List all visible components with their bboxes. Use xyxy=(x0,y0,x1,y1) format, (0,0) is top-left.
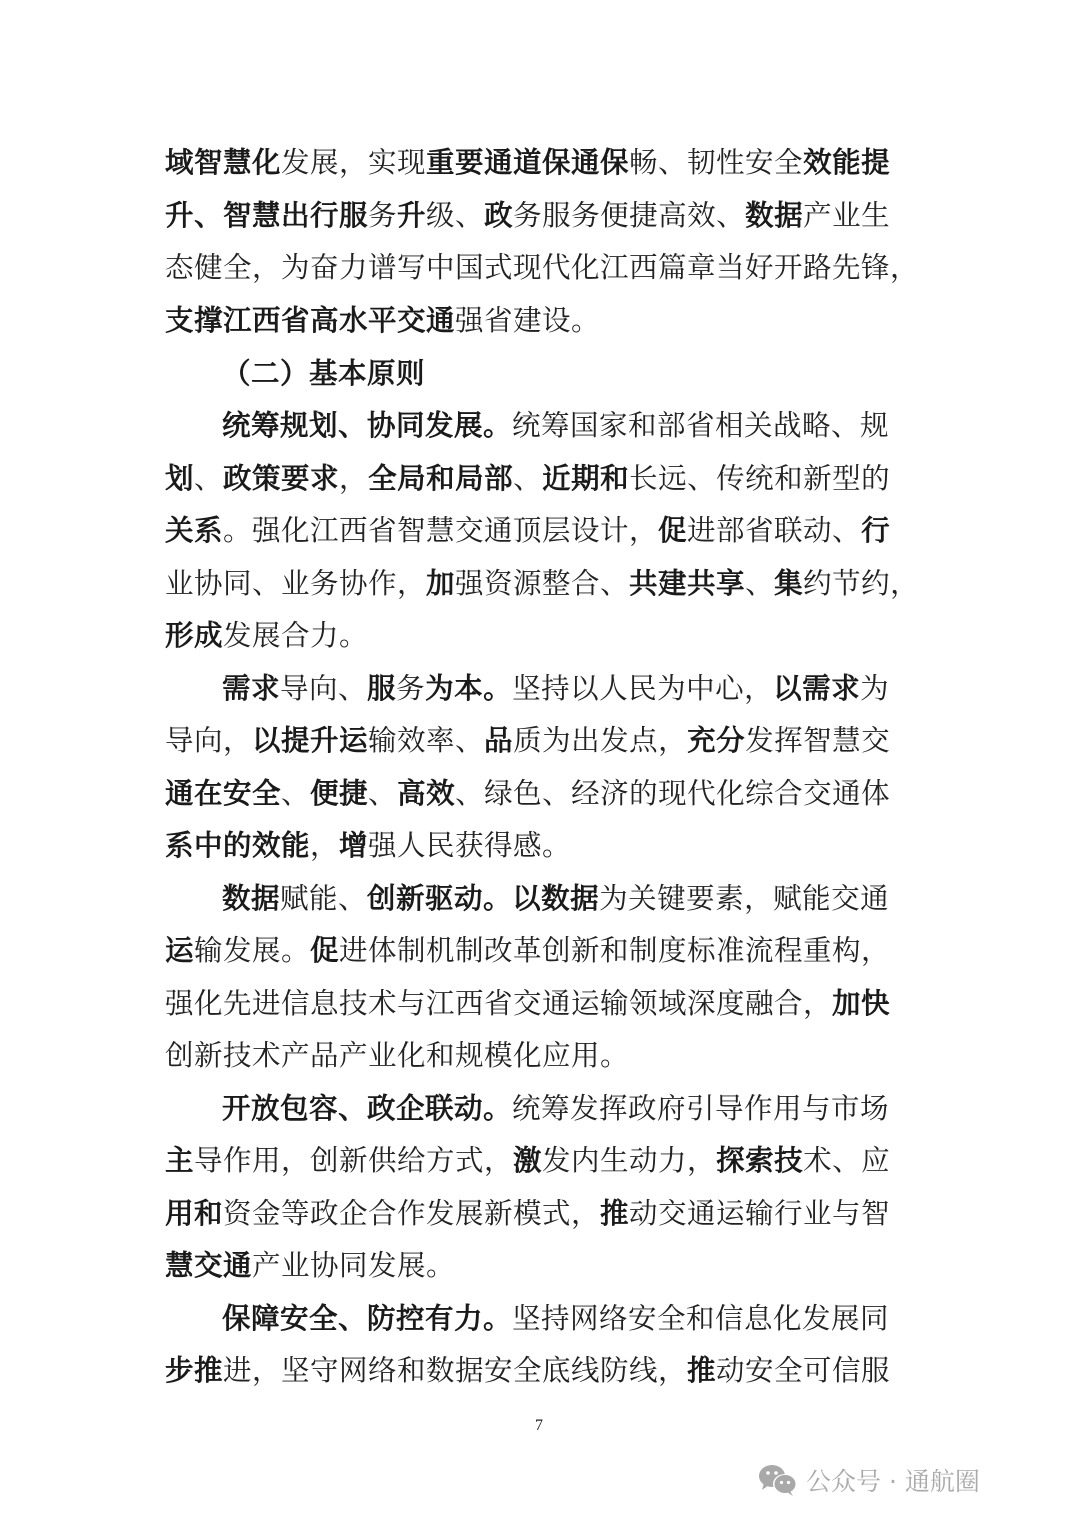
bold-text-run: 用和 xyxy=(165,1197,224,1230)
bold-text-run: 慧交通 xyxy=(165,1249,253,1282)
text-run: 约节约， xyxy=(803,567,920,600)
wechat-watermark xyxy=(758,1460,980,1500)
page-number: 7 xyxy=(535,1417,543,1434)
bold-text-run: 升、智慧出行服 xyxy=(165,199,369,232)
text-run: 级、 xyxy=(426,199,485,232)
bold-text-run: 主 xyxy=(165,1144,195,1177)
text-run: 强化先进信息技术与江西省交通运输领域深度融合， xyxy=(165,987,833,1020)
bold-text-run: 促 xyxy=(658,514,688,547)
text-run: 输发展。 xyxy=(194,934,311,967)
text-run: 坚持以人民为中心， xyxy=(512,672,774,705)
text-run: 发展，实现 xyxy=(281,146,427,179)
bold-text-run: 支撑江西省高水平交通 xyxy=(165,304,456,337)
text-line xyxy=(222,669,889,709)
bold-text-run: 加快 xyxy=(832,987,891,1020)
text-run: 、 xyxy=(194,462,224,495)
bold-text-run: 为本。 xyxy=(425,672,513,705)
text-run: 术、应 xyxy=(803,1144,891,1177)
text-run: 创新技术产品产业化和规模化应用。 xyxy=(165,1039,630,1072)
text-run: 发内生动力， xyxy=(542,1144,717,1177)
text-line xyxy=(165,721,890,761)
bold-text-run: 共建共享 xyxy=(629,567,746,600)
watermark-text: 公众号 · 通航圈 xyxy=(806,1467,980,1496)
text-run: 强人民获得感。 xyxy=(368,829,572,862)
text-run: 资金等政企合作发展新模式， xyxy=(223,1197,601,1230)
text-line xyxy=(165,984,890,1024)
bold-text-run: 品 xyxy=(484,724,514,757)
text-line xyxy=(165,511,890,551)
bold-text-run: 需求 xyxy=(222,672,281,705)
text-line xyxy=(165,248,919,288)
text-line xyxy=(165,301,600,341)
bold-text-run: 联动。 xyxy=(425,1092,513,1125)
wechat-icon xyxy=(758,1463,798,1497)
bold-text-run: 政策要求 xyxy=(223,462,340,495)
bold-text-run: 近期和 xyxy=(542,462,630,495)
bold-text-run: 创新 xyxy=(367,882,426,915)
bold-text-run: 以需求 xyxy=(773,672,861,705)
text-line xyxy=(222,406,889,446)
text-line xyxy=(165,1141,890,1181)
bold-text-run: 政 xyxy=(484,199,514,232)
bold-text-run: 运 xyxy=(165,934,195,967)
bold-text-run: 行 xyxy=(861,514,891,547)
text-run: 导向， xyxy=(165,724,253,757)
bold-text-run: 充分 xyxy=(687,724,746,757)
bold-text-run: 保障安全、防控有力。 xyxy=(222,1302,513,1335)
text-line xyxy=(165,931,890,971)
text-run: 为关键要素，赋能交通 xyxy=(599,882,890,915)
bold-text-run: 升 xyxy=(397,199,427,232)
bold-text-run: 激 xyxy=(513,1144,543,1177)
bold-text-run: 划 xyxy=(165,462,195,495)
text-run: 导作用，创新供给方式， xyxy=(194,1144,514,1177)
bold-text-run: 探索技 xyxy=(716,1144,804,1177)
text-run: 务 xyxy=(396,672,426,705)
bold-text-run: 效能提 xyxy=(803,146,891,179)
text-run: ， xyxy=(339,462,369,495)
text-run: 进体制机制改革创新和制度标准流程重构， xyxy=(339,934,891,967)
bold-text-run: 统筹规划、协同发展。 xyxy=(222,409,513,442)
text-run: 、 xyxy=(745,567,775,600)
text-run: 态健全，为奋力谱写中国式现代化江西篇章当好开路先锋， xyxy=(165,251,920,284)
bold-text-run: 增 xyxy=(339,829,369,862)
bold-text-run: 以数据 xyxy=(512,882,600,915)
bold-text-run: 系中的效能 xyxy=(165,829,311,862)
text-line xyxy=(165,616,368,656)
bold-text-run: 全局和局部 xyxy=(368,462,514,495)
text-run: 产业生 xyxy=(803,199,891,232)
bold-text-run: 服 xyxy=(367,672,397,705)
text-run: 务服务便捷高效、 xyxy=(513,199,746,232)
text-line xyxy=(222,354,425,394)
text-line xyxy=(165,143,890,183)
text-run: 畅、韧性安全 xyxy=(629,146,804,179)
text-run: 质为出发点， xyxy=(513,724,688,757)
text-run: 进部省联动、 xyxy=(687,514,862,547)
text-line xyxy=(222,1089,889,1129)
bold-text-run: 通在安全 xyxy=(165,777,282,810)
text-run: 进，坚守网络和数据安全底线防线， xyxy=(223,1354,688,1387)
text-run: 发挥智慧交 xyxy=(745,724,891,757)
text-run: 赋能、 xyxy=(280,882,368,915)
bold-text-run: 形成 xyxy=(165,619,224,652)
text-run: 、 xyxy=(513,462,543,495)
bold-text-run: 关系 xyxy=(165,514,224,547)
text-run: ， xyxy=(310,829,340,862)
text-line xyxy=(165,564,919,604)
text-run: 业协同、业务协作， xyxy=(165,567,427,600)
text-line xyxy=(165,196,890,236)
text-line xyxy=(165,1351,890,1391)
text-line xyxy=(165,459,890,499)
bold-text-run: （二）基本原则 xyxy=(222,357,426,390)
text-run: 发展合力。 xyxy=(223,619,369,652)
bold-text-run: 推 xyxy=(600,1197,630,1230)
bold-text-run: 以提升运 xyxy=(252,724,369,757)
text-run: 、 xyxy=(368,777,398,810)
text-run: 统筹发挥政府引导作用与市场 xyxy=(512,1092,890,1125)
text-run: 。强化江西省智慧交通顶层设计， xyxy=(223,514,659,547)
text-line xyxy=(165,1036,629,1076)
text-run: 强省建设。 xyxy=(455,304,601,337)
bold-text-run: 集 xyxy=(774,567,804,600)
text-run: 动安全可信服 xyxy=(716,1354,891,1387)
text-line xyxy=(165,826,571,866)
bold-text-run: 驱动。 xyxy=(425,882,513,915)
text-run: 长远、传统和新型的 xyxy=(629,462,891,495)
text-run: 输效率、 xyxy=(368,724,485,757)
bold-text-run: 促 xyxy=(310,934,340,967)
bold-text-run: 高效 xyxy=(397,777,456,810)
bold-text-run: 数据 xyxy=(745,199,804,232)
bold-text-run: 数据 xyxy=(222,882,281,915)
text-run: 动交通运输行业与智 xyxy=(629,1197,891,1230)
text-run: 务 xyxy=(368,199,398,232)
text-line xyxy=(222,1299,889,1339)
text-line xyxy=(165,1246,455,1286)
bold-text-run: 推 xyxy=(687,1354,717,1387)
text-run: 坚持网络安全和信息化发展同 xyxy=(512,1302,890,1335)
bold-text-run: 开放包容、政企 xyxy=(222,1092,426,1125)
text-line xyxy=(222,879,889,919)
bold-text-run: 域智慧化 xyxy=(165,146,282,179)
bold-text-run: 加 xyxy=(426,567,456,600)
text-run: 、绿色、经济的现代化综合交通体 xyxy=(455,777,891,810)
text-run: 为 xyxy=(860,672,890,705)
text-line xyxy=(165,1194,890,1234)
text-run: 、 xyxy=(281,777,311,810)
text-run: 强资源整合、 xyxy=(455,567,630,600)
text-line xyxy=(165,774,890,814)
bold-text-run: 步推 xyxy=(165,1354,224,1387)
text-run: 产业协同发展。 xyxy=(252,1249,456,1282)
text-run: 导向、 xyxy=(280,672,368,705)
bold-text-run: 重要通道保通保 xyxy=(426,146,630,179)
text-run: 统筹国家和部省相关战略、规 xyxy=(512,409,890,442)
bold-text-run: 便捷 xyxy=(310,777,369,810)
